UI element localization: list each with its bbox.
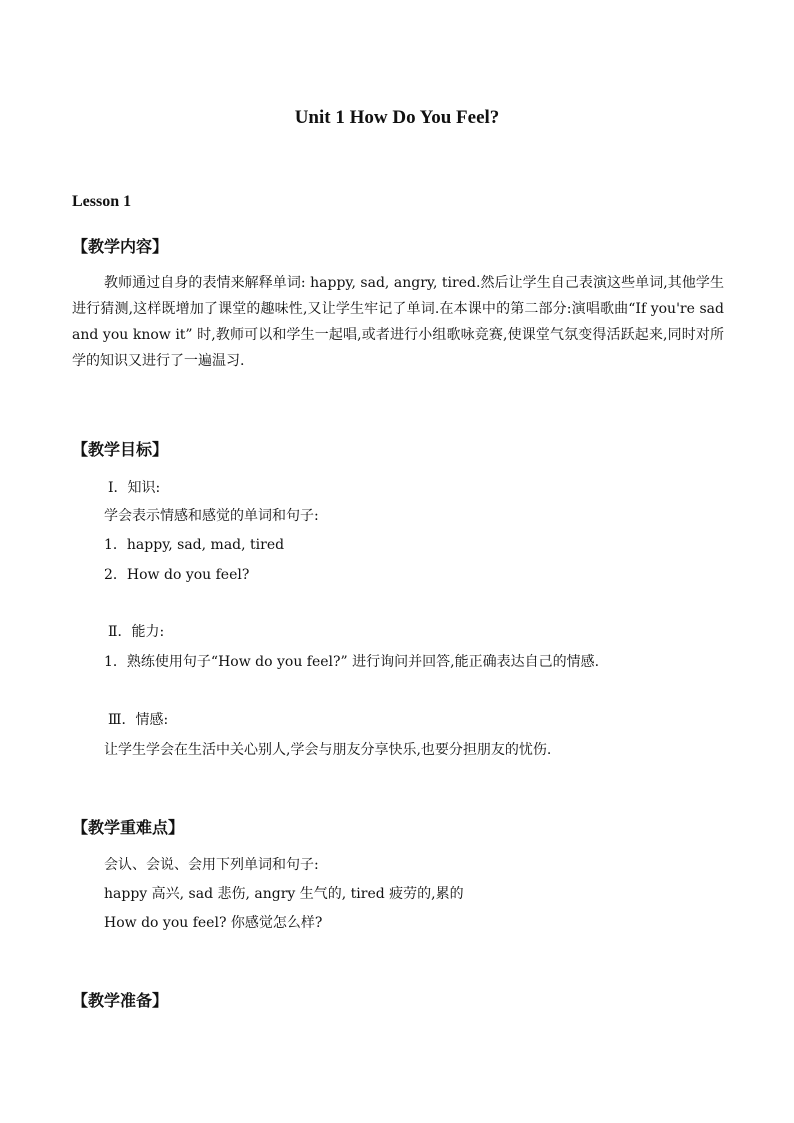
knowledge-intro: 学会表示情感和感觉的单词和句子: xyxy=(104,508,319,524)
heading-content: 【教学内容】 xyxy=(72,237,169,256)
page-title: Unit 1 How Do You Feel? xyxy=(294,107,500,128)
lesson-label: Lesson 1 xyxy=(72,193,132,210)
key-points-line-1: 会认、会说、会用下列单词和句子: xyxy=(104,857,319,873)
ability-item-1: 1．熟练使用句子“How do you feel?” 进行询问并回答,能正确表达自己的情感. xyxy=(104,654,600,670)
knowledge-item-1: 1．happy, sad, mad, tired xyxy=(104,537,285,553)
emotion-text: 让学生学会在生活中关心别人,学会与朋友分享快乐,也要分担朋友的忧伤. xyxy=(104,742,552,758)
heading-objectives: 【教学目标】 xyxy=(72,440,169,459)
key-points-line-2: happy 高兴, sad 悲伤, angry 生气的, tired 疲劳的,累的 xyxy=(104,886,464,902)
heading-preparation: 【教学准备】 xyxy=(72,991,169,1010)
emotion-label: Ⅲ．情感: xyxy=(108,712,169,728)
key-points-line-3: How do you feel? 你感觉怎么样? xyxy=(104,915,323,931)
ability-label: Ⅱ．能力: xyxy=(108,624,165,640)
content-paragraph: 教师通过自身的表情来解释单词: happy, sad, angry, tired.然后让学生自己表演这些单词,其他学生进行猜测,这样既增加了课堂的趣味性,又让学生牢记了单词.在本课中的第二部分:演唱歌曲“If you're sad and you know it” 时,教师可以和学生一起唱,或者进行小组歌咏竞赛,使课堂气氛变得活跃起来,同时对所学的知识又进行了一遍温习. xyxy=(72,275,724,369)
knowledge-label: Ⅰ．知识: xyxy=(108,480,161,496)
heading-key-points: 【教学重难点】 xyxy=(72,818,185,837)
knowledge-item-2: 2．How do you feel? xyxy=(104,567,250,583)
